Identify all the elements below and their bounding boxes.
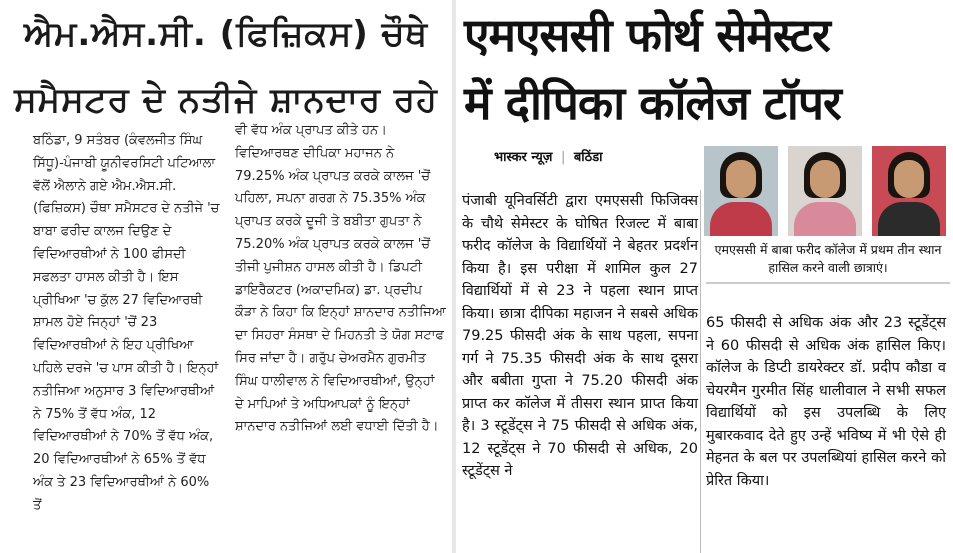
hindi-article <box>456 0 953 553</box>
byline-city: बठिंडा <box>573 150 603 165</box>
hindi-headline-line2: में दीपिका कॉलेज टॉपर <box>464 76 841 130</box>
hindi-body-column-1: पंजाबी यूनिवर्सिटी द्वारा एमएससी फिजिक्स के चौथे सेमेस्टर के घोषित रिजल्ट में बाबा फरीद कॉलेज के विद्यार्थियों ने बेहतर प्रदर्शन किया है। इस परीक्षा में शामिल कुल 27 विद्यार्थियों में से 23 ने पहला स्थान प्राप्त किया। छात्रा दीपिका महाजन ने सबसे अधिक 79.25 फीसदी अंक के साथ पहला, सपना गर्ग ने 75.35 फीसदी अंक के साथ दूसरा और बबीता गुप्ता ने 75.20 फीसदी अंक प्राप्त कर कॉलेज में तीसरा स्थान प्राप्त किया है। 3 स्टूडेंट्स ने 75 फीसदी से अधिक अंक, 12 स्टूडेंट्स ने 70 फीसदी से अधिक, 20 स्टूडेंट्स ने <box>462 193 698 479</box>
column-rule <box>700 190 701 553</box>
student-photo-3 <box>872 146 946 236</box>
punjabi-body-column-1 <box>33 130 221 518</box>
byline <box>494 147 603 165</box>
hindi-body-column-2: 65 फीसदी से अधिक अंक और 23 स्टूडेंट्स ने 60 फीसदी से अधिक अंक हासिल किए। कॉलेज के डिप्टी डायरेक्टर डॉ. प्रदीप कौडा व चेयरमैन गुरमीत सिंह धालीवाल ने सभी सफल विद्यार्थियों को इस उपलब्धि के लिए मुबारकवाद देते हुए उन्हें भविष्य में भी ऐसे ही मेहनत के बल पर उपलब्धियां हासिल करने को प्रेरित किया। <box>706 315 946 489</box>
student-photo-2 <box>788 146 862 236</box>
byline-source: भास्कर न्यूज़ <box>494 150 553 165</box>
byline-separator: | <box>560 150 566 165</box>
punjabi-body-column-2 <box>235 120 447 439</box>
hindi-headline-line1: एमएससी फोर्थ सेमेस्टर <box>464 8 830 62</box>
punjabi-headline-line2: ਸਮੈਸਟਰ ਦੇ ਨਤੀਜੇ ਸ਼ਾਨਦਾਰ ਰਹੇ <box>14 80 438 120</box>
photo-caption: एमएससी में बाबा फरीद कॉलेज में प्रथम तीन स्थान हासिल करने वाली छात्राएं। <box>714 242 942 275</box>
punjabi-article <box>0 0 452 553</box>
punjabi-body-text-1: ਬਠਿੰਡਾ, 9 ਸਤੰਬਰ (ਕੰਵਲਜੀਤ ਸਿੰਘ ਸਿੱਧੂ)-ਪੰਜਾਬੀ ਯੂਨੀਵਰਸਿਟੀ ਪਟਿਆਲਾ ਵੱਲੋਂ ਐਲਾਨੇ ਗਏ ਐਮ.ਐਸ.ਸੀ. (ਫਿਜ਼ਿਕਸ) ਚੌਥਾ ਸਮੈਸਟਰ ਦੇ ਨਤੀਜੇ 'ਚ ਬਾਬਾ ਫਰੀਦ ਕਾਲਜ ਦਿਉਣ ਦੇ ਵਿਦਿਆਰਥੀਆਂ ਨੇ 100 ਫੀਸਦੀ ਸਫਲਤਾ ਹਾਸਲ ਕੀਤੀ ਹੈ। ਇਸ ਪ੍ਰੀਖਿਆ 'ਚ ਕੁੱਲ 27 ਵਿਦਿਆਰਥੀ ਸ਼ਾਮਲ ਹੋਏ ਜਿਨ੍ਹਾਂ 'ਚੋਂ 23 ਵਿਦਿਆਰਥੀਆਂ ਨੇ ਇਹ ਪ੍ਰੀਖਿਆ ਪਹਿਲੇ ਦਰਜੇ 'ਚ ਪਾਸ ਕੀਤੀ ਹੈ। ਇਨ੍ਹਾਂ ਨਤੀਜਿਆ ਅਨੁਸਾਰ 3 ਵਿਦਿਆਰਥੀਆਂ ਨੇ 75% ਤੋਂ ਵੱਧ ਅੰਕ, 12 ਵਿਦਿਆਰਥੀਆਂ ਨੇ 70% ਤੋਂ ਵੱਧ ਅੰਕ, 20 ਵਿਦਿਆਰਥੀਆਂ ਨੇ 65% ਤੋਂ ਵੱਧ ਅੰਕ ਤੇ 23 ਵਿਦਿਆਰਥੀਆਂ ਨੇ 60% ਤੋਂ <box>33 133 220 513</box>
caption-rule <box>706 282 950 284</box>
punjabi-headline-line1: ਐਮ.ਐਸ.ਸੀ. (ਫਿਜ਼ਿਕਸ) ਚੌਥੇ <box>23 14 429 54</box>
punjabi-body-text-2: ਵੀ ਵੱਧ ਅੰਕ ਪ੍ਰਾਪਤ ਕੀਤੇ ਹਨ। ਵਿਦਿਆਰਥਣ ਦੀਪਿਕਾ ਮਹਾਜਨ ਨੇ 79.25% ਅੰਕ ਪ੍ਰਾਪਤ ਕਰਕੇ ਕਾਲਜ 'ਚੋਂ ਪਹਿਲਾ, ਸਪਨਾ ਗਰਗ ਨੇ 75.35% ਅੰਕ ਪ੍ਰਾਪਤ ਕਰਕੇ ਦੂਜੀ ਤੇ ਬਬੀਤਾ ਗੁਪਤਾ ਨੇ 75.20% ਅੰਕ ਪ੍ਰਾਪਤ ਕਰਕੇ ਕਾਲਜ 'ਚੋਂ ਤੀਜੀ ਪੁਜੀਸ਼ਨ ਹਾਸਲ ਕੀਤੀ ਹੈ। ਡਿਪਟੀ ਡਾਇਰੈਕਟਰ (ਅਕਾਦਮਿਕ) ਡਾ. ਪ੍ਰਦੀਪ ਕੌੜਾ ਨੇ ਕਿਹਾ ਕਿ ਇਨ੍ਹਾਂ ਸ਼ਾਨਦਾਰ ਨਤੀਜਿਆ ਦਾ ਸਿਹਰਾ ਸੰਸਥਾ ਦੇ ਮਿਹਨਤੀ ਤੇ ਯੋਗ ਸਟਾਫ ਸਿਰ ਜਾਂਦਾ ਹੈ। ਗਰੁੱਪ ਚੇਅਰਮੈਨ ਗੁਰਮੀਤ ਸਿੰਘ ਧਾਲੀਵਾਲ ਨੇ ਵਿਦਿਆਰਥੀਆਂ, ਉਨ੍ਹਾਂ ਦੇ ਮਾਪਿਆਂ ਤੇ ਅਧਿਆਪਕਾਂ ਨੂੰ ਇਨ੍ਹਾਂ ਸ਼ਾਨਦਾਰ ਨਤੀਜਿਆਂ ਲਈ ਵਧਾਈ ਦਿੱਤੀ ਹੈ। <box>235 123 446 435</box>
student-photo-1 <box>704 146 778 236</box>
student-photos <box>704 146 950 238</box>
